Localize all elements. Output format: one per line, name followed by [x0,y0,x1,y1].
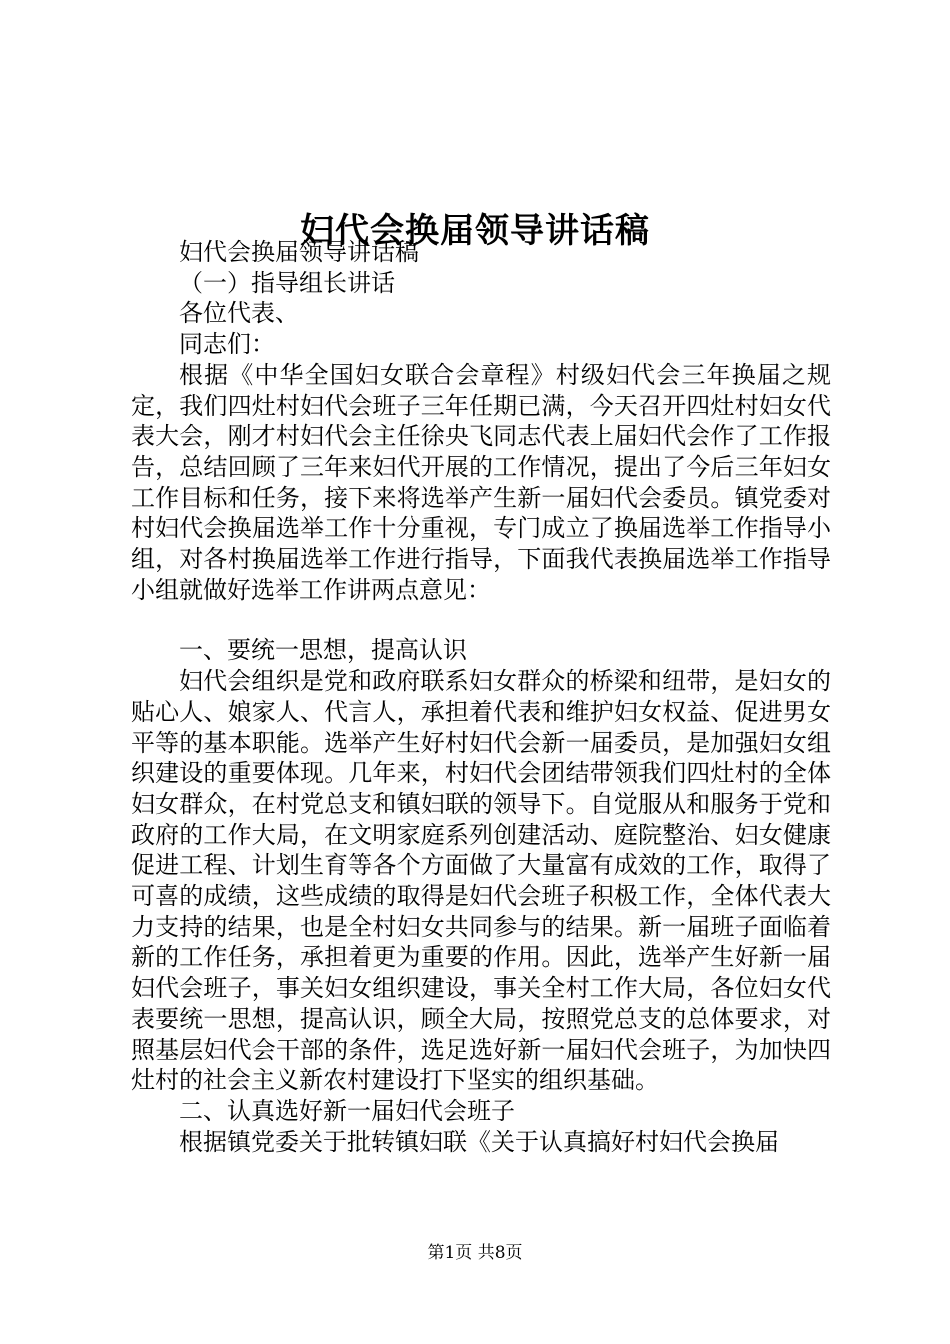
paragraph-section-two-body: 根据镇党委关于批转镇妇联《关于认真搞好村妇代会换届 [179,1127,779,1156]
heading-section-two: 二、认真选好新一届妇代会班子 [179,1096,515,1125]
paragraph-subtitle: 妇代会换届领导讲话稿 [179,238,419,266]
heading-section-one: 一、要统一思想，提高认识 [179,636,467,665]
document-body [131,237,831,1157]
paragraph-section-one-body: 妇代会组织是党和政府联系妇女群众的桥梁和纽带，是妇女的贴心人、娘家人、代言人，承担着代表和维护妇女权益、促进男女平等的基本职能。选举产生好村妇代会新一届委员，是加强妇女组织建设的重要体现。几年来，村妇代会团结带领我们四灶村的全体妇女群众，在村党总支和镇妇联的领导下。自觉服从和服务于党和政府的工作大局，在文明家庭系列创建活动、庭院整治、妇女健康促进工程、计划生育等各个方面做了大量富有成效的工作，取得了可喜的成绩，这些成绩的取得是妇代会班子积极工作，全体代表大力支持的结果，也是全村妇女共同参与的结果。新一届班子面临着新的工作任务，承担着更为重要的作用。因此，选举产生好新一届妇代会班子，事关妇女组织建设，事关全村工作大局，各位妇女代表要统一思想，提高认识，顾全大局，按照党总支的总体要求，对照基层妇代会干部的条件，选足选好新一届妇代会班子，为加快四灶村的社会主义新农村建设打下坚实的组织基础。 [131,667,831,1095]
page-number-footer: 第1页 共8页 [427,1243,523,1263]
paragraph-intro: 根据《中华全国妇女联合会章程》村级妇代会三年换届之规定，我们四灶村妇代会班子三年任期已满，今天召开四灶村妇女代表大会，刚才村妇代会主任徐央飞同志代表上届妇代会作了工作报告，总结回顾了三年来妇代开展的工作情况，提出了今后三年妇女工作目标和任务，接下来将选举产生新一届妇代会委员。镇党委对村妇代会换届选举工作十分重视，专门成立了换届选举工作指导小组，对各村换届选举工作进行指导，下面我代表换届选举工作指导小组就做好选举工作讲两点意见： [131,360,831,604]
paragraph-section-label: （一）指导组长讲话 [179,268,395,297]
document-title: 妇代会换届领导讲话稿 [300,210,650,251]
paragraph-salutation-representatives: 各位代表、 [179,299,299,328]
paragraph-salutation-comrades: 同志们： [179,330,275,359]
